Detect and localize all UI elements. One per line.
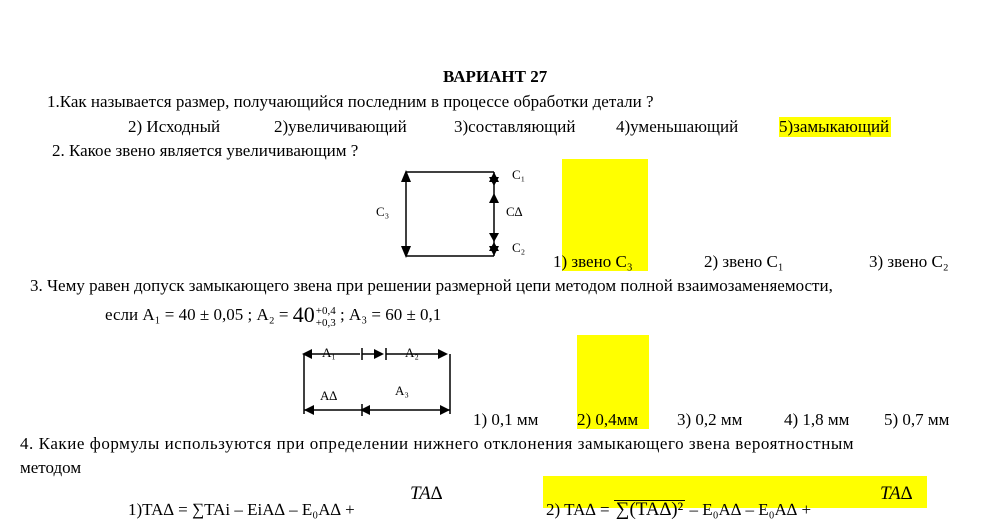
q3-a2-base: 40	[292, 302, 315, 327]
q4-formula-1[interactable]: 1)TA∆ = ∑TAi – EiA∆ – E₀A∆ +	[128, 500, 355, 519]
q2-option-3[interactable]: 3) звено С₂	[869, 252, 949, 271]
q3-a2-lower: +0,3	[315, 317, 336, 329]
q2-option-2[interactable]: 2) звено С₁	[704, 252, 784, 271]
q3-label-a-delta: A∆	[320, 388, 338, 403]
q3-option-1[interactable]: 1) 0,1 мм	[473, 410, 539, 429]
q4-formula-1-fraction: TA∆	[410, 483, 443, 504]
question-2-text: 2. Какое звено является увеличивающим ?	[52, 141, 359, 160]
question-4-text: 4. Какие формулы используются при определении нижнего отклонения замыкающего звена вероятностным	[20, 434, 855, 453]
q2-label-c1: C₁	[512, 167, 526, 182]
q3-option-5[interactable]: 5) 0,7 мм	[884, 410, 950, 429]
q3-option-3[interactable]: 3) 0,2 мм	[677, 410, 743, 429]
q3-label-a2: A₂	[405, 345, 419, 360]
question-4-text-cont: методом	[20, 458, 82, 477]
page-title: ВАРИАНТ 27	[443, 67, 548, 86]
q4-formula-2-fraction: TA∆	[880, 483, 913, 504]
q1-option-3[interactable]: 3)составляющий	[454, 117, 576, 136]
question-3-text: 3. Чему равен допуск замыкающего звена при решении размерной цепи методом полной взаимозаменяемости,	[30, 276, 833, 295]
q2-label-c3: C₃	[376, 204, 390, 219]
q2-label-c2: C₂	[512, 240, 526, 255]
q4-formula-2-lhs: 2) TA∆ =	[546, 500, 614, 519]
q4-formula-2[interactable]	[546, 500, 811, 520]
q1-option-2[interactable]: 2)увеличивающий	[274, 117, 407, 136]
q3-option-4[interactable]: 4) 1,8 мм	[784, 410, 850, 429]
q2-option-1[interactable]: 1) звено С₃	[553, 252, 633, 271]
q1-option-5-highlighted[interactable]: 5)замыкающий	[779, 117, 890, 136]
q3-label-a1: A₁	[322, 345, 336, 360]
q1-option-4[interactable]: 4)уменьшающий	[616, 117, 739, 136]
q3-condition-a: если А₁ = 40 ± 0,05 ; А₂ =	[105, 305, 293, 324]
q3-a2-upper: +0,4	[315, 305, 336, 317]
q3-option-2[interactable]: 2) 0,4мм	[577, 410, 639, 429]
q3-condition	[105, 302, 442, 329]
q4-formula-2-root: ∑(TA∆)²	[615, 499, 684, 520]
q3-condition-b: ; А₃ = 60 ± 0,1	[335, 305, 442, 324]
q4-formula-2-tail: – E₀A∆ – E₀A∆ +	[685, 500, 812, 519]
q2-label-c-delta: C∆	[506, 204, 523, 219]
q3-label-a3: A₃	[395, 383, 409, 398]
q1-option-1[interactable]: 2) Исходный	[128, 117, 221, 136]
question-1-text: 1.Как называется размер, получающийся последним в процессе обработки детали ?	[47, 92, 654, 111]
